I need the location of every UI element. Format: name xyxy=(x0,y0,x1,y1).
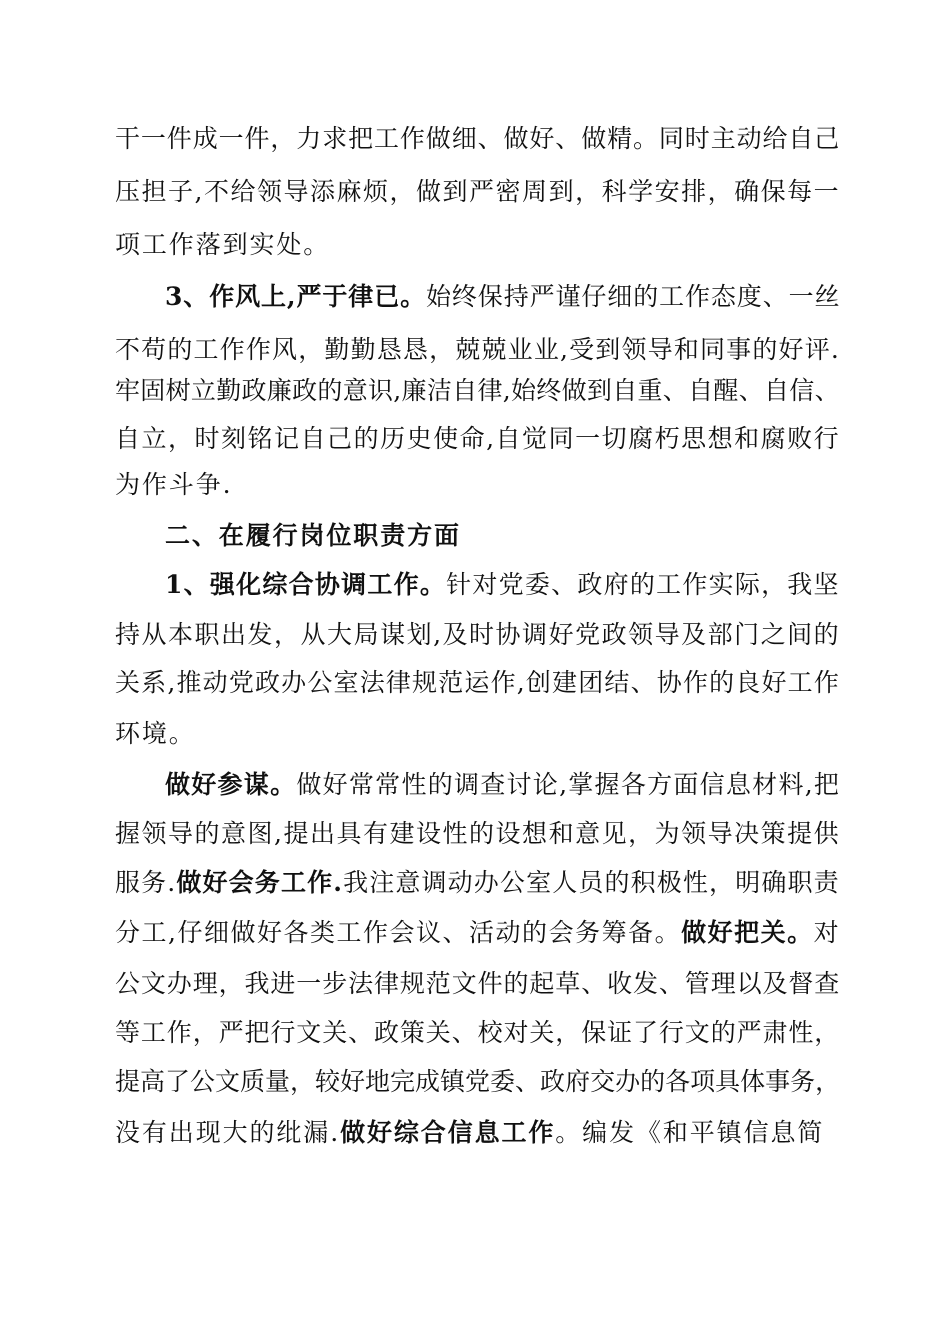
text-run: 干一件成一件，力求把工作做细、做好、做精。同时主动给自己 xyxy=(115,124,841,153)
text-line xyxy=(115,714,196,754)
text-line xyxy=(115,225,330,265)
text-run: 不苟的工作作风，勤勤恳恳，兢兢业业,受到领导和同事的好评. xyxy=(115,335,840,364)
text-run: 自立，时刻铭记自己的历史使命,自觉同一切腐朽思想和腐败行 xyxy=(115,424,841,453)
text-line xyxy=(115,330,840,370)
text-run: 对 xyxy=(813,918,841,947)
text-line xyxy=(165,277,840,317)
text-run: 持从本职出发，从大局谋划,及时协调好党政领导及部门之间的 xyxy=(115,620,841,649)
text-line xyxy=(115,1062,840,1102)
text-run: 压担子,不给领导添麻烦，做到严密周到，科学安排，确保每一 xyxy=(115,177,841,206)
text-line xyxy=(115,465,232,505)
text-line xyxy=(115,1013,840,1053)
text-line xyxy=(115,419,840,459)
text-run: 环境。 xyxy=(115,719,196,748)
text-line xyxy=(115,371,840,411)
text-line xyxy=(115,913,840,953)
text-line xyxy=(115,615,840,655)
text-line xyxy=(115,663,840,703)
text-line xyxy=(165,565,840,605)
bold-heading: 1、强化综合协调工作。 xyxy=(165,570,447,599)
text-run: 握领导的意图,提出具有建设性的设想和意见，为领导决策提供 xyxy=(115,819,841,848)
bold-heading: 做好把关。 xyxy=(681,918,814,947)
text-run: 我注意调动办公室人员的积极性，明确职责 xyxy=(343,868,840,897)
bold-heading: 做好参谋。 xyxy=(165,770,297,799)
text-run: 为作斗争. xyxy=(115,470,233,499)
text-run: 服务. xyxy=(115,868,177,897)
text-line xyxy=(115,172,840,212)
text-line xyxy=(115,119,840,159)
text-run: 公文办理，我进一步法律规范文件的起草、收发、管理以及督查 xyxy=(115,969,841,998)
text-line xyxy=(165,765,840,805)
text-run: 牢固树立勤政廉政的意识,廉洁自律,始终做到自重、自醒、自信、 xyxy=(115,376,840,405)
text-run: 没有出现大的纰漏. xyxy=(115,1118,341,1147)
text-run: 等工作，严把行文关、政策关、校对关，保证了行文的严肃性， xyxy=(115,1018,841,1047)
text-run: 。编发《和平镇信息简 xyxy=(555,1118,825,1147)
text-run: 提高了公文质量，较好地完成镇党委、政府交办的各项具体事务， xyxy=(115,1067,841,1096)
text-run: 始终保持严谨仔细的工作态度、一丝 xyxy=(426,282,841,311)
section-heading xyxy=(165,516,461,556)
bold-heading: 做好会务工作. xyxy=(176,868,344,897)
bold-heading: 做好综合信息工作 xyxy=(340,1118,556,1147)
text-run: 分工,仔细做好各类工作会议、活动的会务筹备。 xyxy=(115,918,682,947)
text-line xyxy=(115,964,840,1004)
bold-heading: 3、作风上,严于律已。 xyxy=(165,282,426,311)
text-run: 项工作落到实处。 xyxy=(115,230,331,259)
section-heading-text: 二、在履行岗位职责方面 xyxy=(165,521,461,550)
text-line xyxy=(115,863,840,903)
text-run: 做好常常性的调查讨论,掌握各方面信息材料,把 xyxy=(296,770,841,799)
text-line xyxy=(115,1113,824,1153)
text-run: 针对党委、政府的工作实际，我坚 xyxy=(446,570,840,599)
text-line xyxy=(115,814,840,854)
text-run: 关系,推动党政办公室法律规范运作,创建团结、协作的良好工作 xyxy=(115,668,840,697)
